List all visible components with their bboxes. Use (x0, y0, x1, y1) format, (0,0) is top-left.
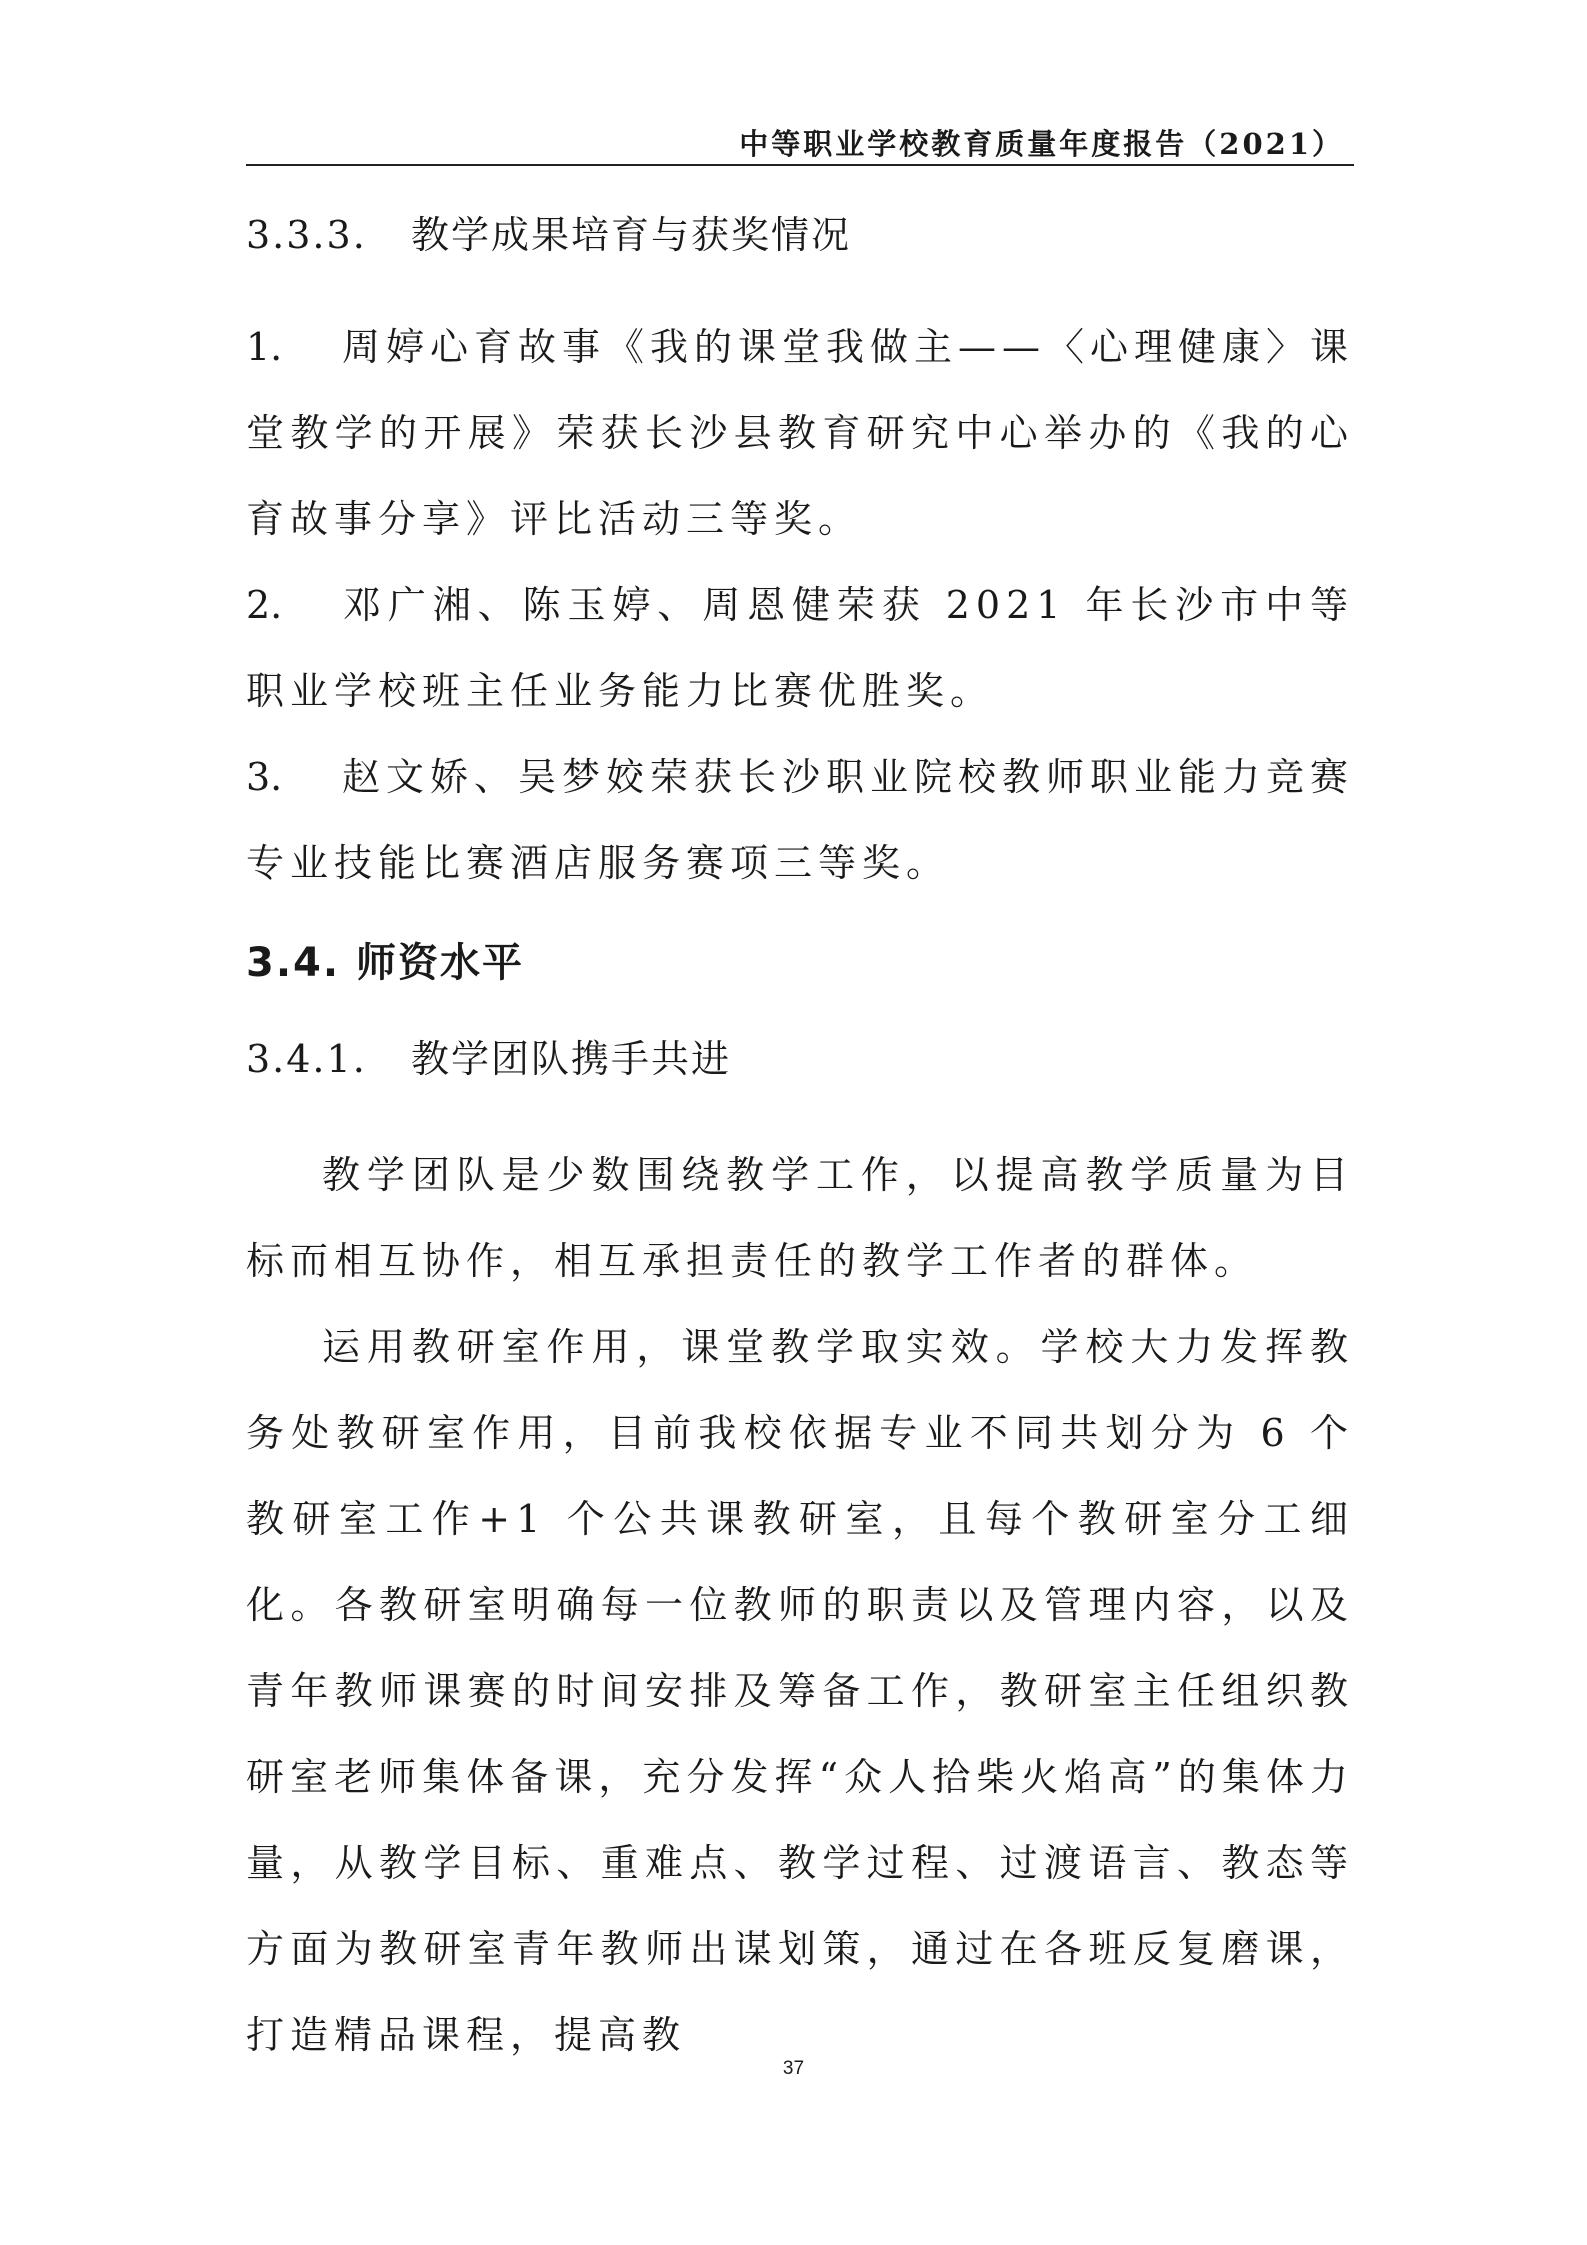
award-item-3 (246, 734, 1354, 906)
award-number: 3. (246, 755, 283, 799)
paragraph-1: 教学团队是少数围绕教学工作，以提高教学质量为目标而相互协作，相互承担责任的教学工作者的群体。 (246, 1153, 1354, 1283)
heading-number: 3.4. (246, 940, 341, 986)
heading-number: 3.4.1. (246, 1037, 367, 1081)
award-text: 周婷心育故事《我的课堂我做主——〈心理健康〉课堂教学的开展》荣获长沙县教育研究中心举办的《我的心育故事分享》评比活动三等奖。 (246, 325, 1355, 541)
award-text: 赵文娇、吴梦姣荣获长沙职业院校教师职业能力竞赛专业技能比赛酒店服务赛项三等奖。 (246, 755, 1355, 885)
paragraph-2: 运用教研室作用，课堂教学取实效。学校大力发挥教务处教研室作用，目前我校依据专业不同共划分为 6 个教研室工作+1 个公共课教研室，且每个教研室分工细化。各教研室明确每一位教师的职责以及管理内容，以及青年教师课赛的时间安排及筹备工作，教研室主任组织教研室老师集体备课，充分发挥“众人拾柴火焰高”的集体力量，从教学目标、重难点、教学过程、过渡语言、教态等方面为教研室青年教师出谋划策，通过在各班反复磨课，打造精品课程，提高教 (246, 1325, 1354, 2057)
page-number: 37 (782, 2058, 805, 2079)
heading-3-4-1 (246, 1024, 1354, 1094)
report-title: 中等职业学校教育质量年度报告（2021） (739, 127, 1344, 161)
heading-text: 教学团队携手共进 (411, 1037, 732, 1081)
award-item-2 (246, 562, 1354, 734)
page-body (246, 200, 1354, 2078)
heading-text: 师资水平 (356, 940, 524, 986)
award-text: 邓广湘、陈玉婷、周恩健荣获 2021 年长沙市中等职业学校班主任业务能力比赛优胜奖。 (246, 583, 1354, 713)
award-number: 2. (246, 583, 283, 627)
heading-text: 教学成果培育与获奖情况 (411, 213, 852, 257)
award-number: 1. (246, 325, 283, 369)
heading-number: 3.3.3. (246, 213, 367, 257)
heading-3-3-3 (246, 200, 1354, 270)
running-header (246, 118, 1354, 166)
award-item-1 (246, 304, 1354, 562)
heading-3-4 (246, 928, 1354, 998)
